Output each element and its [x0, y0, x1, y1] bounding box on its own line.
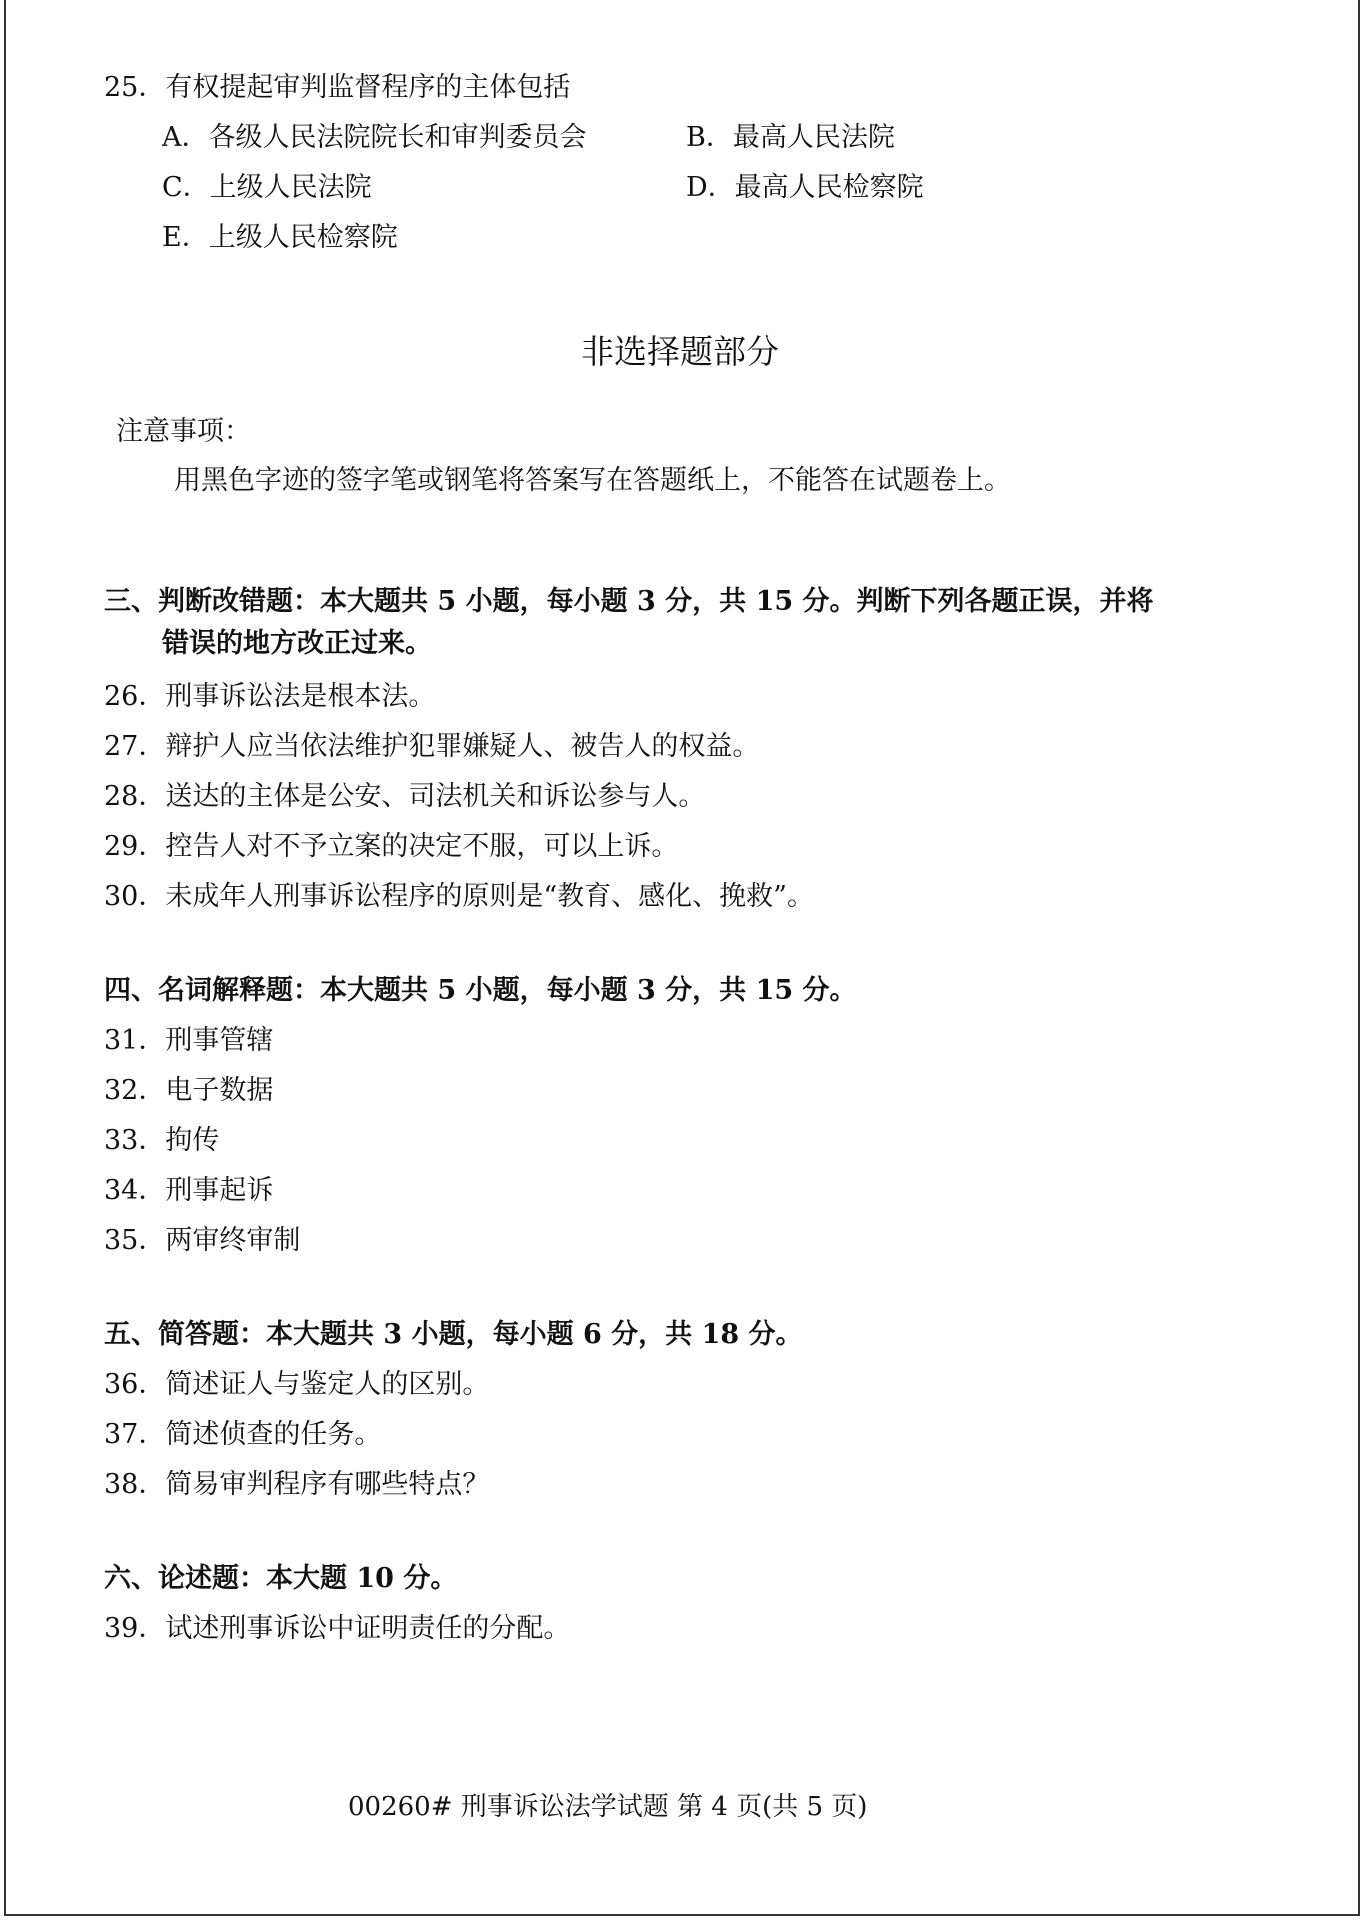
question-27: 27．辩护人应当依法维护犯罪嫌疑人、被告人的权益。	[104, 731, 760, 762]
question-25-stem: 25．有权提起审判监督程序的主体包括	[104, 72, 571, 103]
option-25c: C．上级人民法院	[162, 172, 372, 203]
notice-text: 用黑色字迹的签字笔或钢笔将答案写在答题纸上，不能答在试题卷上。	[174, 465, 1011, 496]
question-38: 38．简易审判程序有哪些特点？	[104, 1469, 490, 1500]
question-39: 39．试述刑事诉讼中证明责任的分配。	[104, 1613, 571, 1644]
question-26: 26．刑事诉讼法是根本法。	[104, 681, 436, 712]
option-25d: D．最高人民检察院	[686, 172, 924, 203]
section-3-heading: 三、判断改错题：本大题共 5 小题，每小题 3 分，共 15 分。判断下列各题正误，并将	[104, 586, 1154, 617]
notice-label: 注意事项：	[116, 416, 251, 447]
section-3-heading-cont: 错误的地方改正过来。	[162, 628, 432, 659]
question-31: 31．刑事管辖	[104, 1025, 274, 1056]
option-25a: A．各级人民法院院长和审判委员会	[162, 122, 587, 153]
section-4-heading: 四、名词解释题：本大题共 5 小题，每小题 3 分，共 15 分。	[104, 975, 857, 1006]
question-29: 29．控告人对不予立案的决定不服，可以上诉。	[104, 831, 679, 862]
part-title: 非选择题部分	[581, 332, 779, 371]
question-30: 30．未成年人刑事诉讼程序的原则是“教育、感化、挽救”。	[104, 881, 814, 912]
question-32: 32．电子数据	[104, 1075, 274, 1106]
section-5-heading: 五、简答题：本大题共 3 小题，每小题 6 分，共 18 分。	[104, 1319, 803, 1350]
option-25b: B．最高人民法院	[686, 122, 895, 153]
question-28: 28．送达的主体是公安、司法机关和诉讼参与人。	[104, 781, 706, 812]
question-35: 35．两审终审制	[104, 1225, 301, 1256]
question-36: 36．简述证人与鉴定人的区别。	[104, 1369, 490, 1400]
section-6-heading: 六、论述题：本大题 10 分。	[104, 1563, 458, 1594]
question-37: 37．简述侦查的任务。	[104, 1419, 382, 1450]
question-33: 33．拘传	[104, 1125, 220, 1156]
option-25e: E．上级人民检察院	[162, 222, 398, 253]
question-34: 34．刑事起诉	[104, 1175, 274, 1206]
page-footer: 00260# 刑事诉讼法学试题 第 4 页(共 5 页)	[348, 1792, 868, 1822]
